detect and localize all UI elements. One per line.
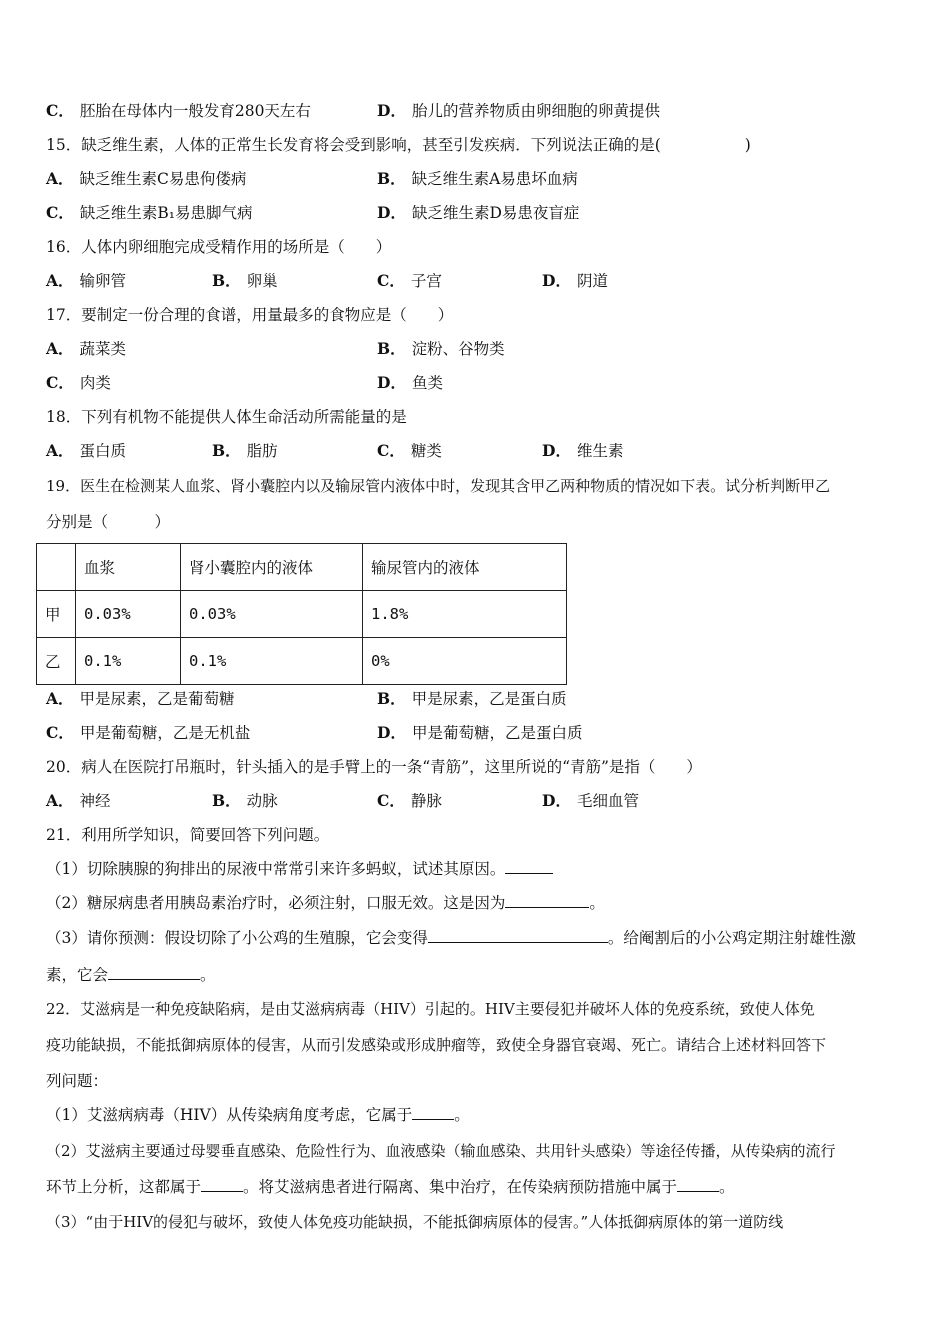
q19-option-b (377, 689, 567, 709)
q22-stem-line2: 疫功能缺损，不能抵御病原体的侵害，从而引发感染或形成肿瘤等，致使全身器官衰竭、死亡。请结合上述材料回答下 (46, 1036, 827, 1054)
option-text: 子宫 (410, 272, 442, 290)
q16-option-a (46, 271, 126, 291)
part-text: 。给阉割后的小公鸡定期注射雄性激 (607, 929, 856, 947)
table-cell: 0.1% (181, 638, 363, 685)
q22-stem-line1: 22．艾滋病是一种免疫缺陷病，是由艾滋病病毒（HIV）引起的。HIV主要侵犯并破坏人体的免疫系统，致使人体免 (46, 1000, 815, 1018)
part-end: 。 (719, 1178, 735, 1196)
q15-stem (46, 135, 751, 155)
option-label: C． (46, 723, 74, 742)
table-cell: 乙 (37, 638, 76, 685)
table-header-cell: 肾小囊腔内的液体 (181, 544, 363, 591)
option-text: 甲是葡萄糖，乙是无机盐 (79, 724, 251, 742)
q20-option-a (46, 791, 111, 811)
option-text: 动脉 (246, 792, 278, 810)
q15-option-b (377, 169, 578, 189)
q16-stem: 16．人体内卵细胞完成受精作用的场所是（ ） (46, 238, 392, 256)
option-text: 鱼类 (411, 374, 443, 392)
q22-part3: （3）“由于HIV的侵犯与破坏，致使人体免疫功能缺损，不能抵御病原体的侵害。”人体抵御病原体的第一道防线 (46, 1213, 784, 1231)
option-text: 甲是尿素，乙是蛋白质 (411, 690, 567, 708)
part-text: （3）请你预测：假设切除了小公鸡的生殖腺，它会变得 (46, 929, 428, 947)
q18-option-a (46, 441, 126, 461)
option-label: A． (46, 441, 74, 460)
option-text: 甲是尿素，乙是葡萄糖 (79, 690, 235, 708)
option-text: 阴道 (576, 272, 608, 290)
option-text: 脂肪 (246, 442, 278, 460)
option-text: 神经 (79, 792, 111, 810)
option-text: 毛细血管 (576, 792, 639, 810)
q17-stem: 17．要制定一份合理的食谱，用量最多的食物应是（ ） (46, 306, 454, 324)
option-label: C． (377, 791, 405, 810)
q20-option-d (542, 791, 639, 811)
answer-blank[interactable] (677, 1177, 719, 1192)
option-text: 蛋白质 (79, 442, 127, 460)
option-label: A． (46, 689, 74, 708)
q21-part2 (46, 893, 605, 913)
answer-blank[interactable] (505, 859, 553, 874)
option-text: 蔬菜类 (79, 340, 127, 358)
option-label: D． (542, 271, 571, 290)
q15-option-c (46, 203, 252, 223)
answer-blank[interactable] (505, 893, 589, 908)
table-cell: 0.03% (76, 591, 181, 638)
part-text: （1）切除胰腺的狗排出的尿液中常常引来许多蚂蚁，试述其原因。 (46, 860, 506, 878)
q20-stem: 20．病人在医院打吊瓶时，针头插入的是手臂上的一条“青筋”，这里所说的“青筋”是指（ ） (46, 758, 702, 776)
answer-blank[interactable] (412, 1105, 454, 1120)
option-text: 淀粉、谷物类 (411, 340, 505, 358)
answer-blank[interactable] (201, 1177, 243, 1192)
q19-option-d (377, 723, 582, 743)
table-cell: 0.03% (181, 591, 363, 638)
table-row (37, 591, 567, 638)
q15-option-a (46, 169, 246, 189)
table-cell: 0% (363, 638, 567, 685)
option-label: D． (542, 791, 571, 810)
table-cell: 甲 (37, 591, 76, 638)
q17-option-a (46, 339, 126, 359)
table-header-cell: 血浆 (76, 544, 181, 591)
option-label: B． (212, 791, 241, 810)
q22-part1 (46, 1105, 470, 1125)
q20-option-b (212, 791, 278, 811)
option-label: D． (377, 723, 406, 742)
option-label: A． (46, 169, 74, 188)
q16-option-d (542, 271, 608, 291)
option-text: 胎儿的营养物质由卵细胞的卵黄提供 (411, 102, 660, 120)
q15-option-d (377, 203, 579, 223)
q21-part1 (46, 859, 553, 879)
option-label: A． (46, 271, 74, 290)
q21-part3 (46, 928, 856, 948)
q19-option-a (46, 689, 235, 709)
table-header-row (37, 544, 567, 591)
q17-option-d (377, 373, 443, 393)
answer-blank[interactable] (108, 965, 200, 980)
option-label: C． (46, 101, 74, 120)
q22-stem-line3: 列问题： (46, 1072, 109, 1090)
option-text: 糖类 (410, 442, 442, 460)
data-table (36, 543, 567, 685)
q17-option-c (46, 373, 111, 393)
option-label: B． (377, 689, 406, 708)
part-text: （2）糖尿病患者用胰岛素治疗时，必须注射，口服无效。这是因为 (46, 894, 506, 912)
option-text: 甲是葡萄糖，乙是蛋白质 (411, 724, 583, 742)
answer-blank[interactable] (428, 928, 608, 943)
q20-option-c (377, 791, 442, 811)
option-label: B． (377, 339, 406, 358)
option-label: A． (46, 339, 74, 358)
q22-part2-line1: （2）艾滋病主要通过母婴垂直感染、危险性行为、血液感染（输血感染、共用针头感染）等途径传播，从传染病的流行 (46, 1142, 836, 1160)
q22-part2-line2 (46, 1177, 735, 1197)
option-label: B． (377, 169, 406, 188)
q16-option-b (212, 271, 278, 291)
option-text: 静脉 (410, 792, 442, 810)
option-label: D． (542, 441, 571, 460)
q19-option-c (46, 723, 250, 743)
option-label: A． (46, 791, 74, 810)
q17-option-b (377, 339, 505, 359)
table-cell: 0.1% (76, 638, 181, 685)
option-label: D． (377, 203, 406, 222)
part-text: 环节上分析，这都属于 (46, 1178, 202, 1196)
table-header-cell (37, 544, 76, 591)
q19-stem-line1: 19．医生在检测某人血浆、肾小囊腔内以及输尿管内液体中时，发现其含甲乙两种物质的情况如下表。试分析判断甲乙 (46, 477, 831, 495)
option-text: 胚胎在母体内一般发育280天左右 (79, 102, 311, 120)
part-text: 素，它会 (46, 966, 109, 984)
option-label: B． (212, 441, 241, 460)
part-text: （1）艾滋病病毒（HIV）从传染病角度考虑，它属于 (46, 1106, 413, 1124)
option-text: 缺乏维生素A易患坏血病 (411, 170, 578, 188)
option-text: 缺乏维生素C易患佝偻病 (79, 170, 247, 188)
q14-option-d (377, 101, 660, 121)
option-text: 维生素 (576, 442, 624, 460)
q18-stem: 18．下列有机物不能提供人体生命活动所需能量的是 (46, 408, 407, 426)
option-text: 缺乏维生素B₁易患脚气病 (79, 204, 253, 222)
q18-option-d (542, 441, 623, 461)
table-cell: 1.8% (363, 591, 567, 638)
option-label: B． (212, 271, 241, 290)
option-label: C． (46, 203, 74, 222)
part-text: 。将艾滋病患者进行隔离、集中治疗，在传染病预防措施中属于 (243, 1178, 678, 1196)
q18-option-c (377, 441, 442, 461)
q19-stem-line2: 分别是（ ） (46, 513, 171, 531)
option-label: C． (46, 373, 74, 392)
option-text: 肉类 (79, 374, 111, 392)
table-header-cell: 输尿管内的液体 (363, 544, 567, 591)
q16-option-c (377, 271, 442, 291)
q21-stem: 21．利用所学知识，简要回答下列问题。 (46, 826, 330, 844)
question-text: 15．缺乏维生素，人体的正常生长发育将会受到影响，甚至引发疾病．下列说法正确的是( (46, 136, 661, 154)
option-text: 输卵管 (79, 272, 127, 290)
option-label: D． (377, 101, 406, 120)
option-text: 卵巢 (246, 272, 278, 290)
q21-part3-cont (46, 965, 216, 985)
option-label: D． (377, 373, 406, 392)
option-label: C． (377, 271, 405, 290)
option-text: 缺乏维生素D易患夜盲症 (411, 204, 580, 222)
q18-option-b (212, 441, 278, 461)
option-label: C． (377, 441, 405, 460)
table-row (37, 638, 567, 685)
close-paren: ) (744, 136, 751, 154)
q14-option-c (46, 101, 311, 121)
part-end: 。 (200, 966, 216, 984)
part-end: 。 (589, 894, 605, 912)
part-end: 。 (454, 1106, 470, 1124)
